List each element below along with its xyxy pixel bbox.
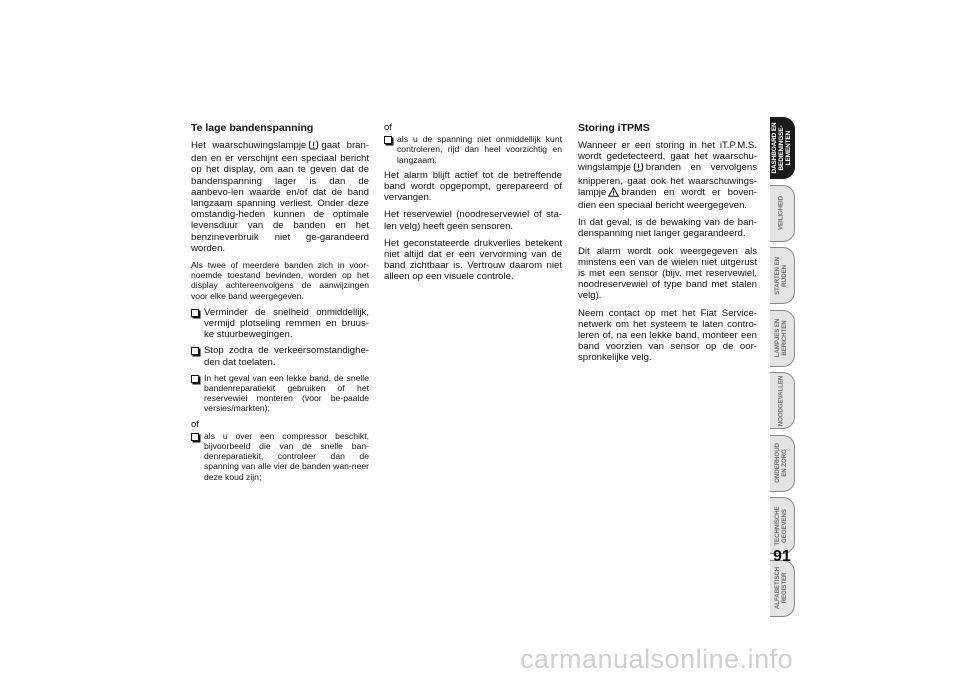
warning-triangle-icon [608, 187, 619, 200]
paragraph: Neem contact op met het Fiat Service-netwerk om het systeem te laten contro-leren of, na een lekke band, monteer een band voorzien van sensor op de oor-spronkelijke velg. [578, 307, 757, 364]
chapter-tabs [770, 117, 796, 622]
paragraph: Het geconstateerde drukverlies betekent niet altijd dat er een vervorming van de band zichtbaar is. Vertrouw daarom niet alleen op een visuele controle. [384, 237, 562, 283]
tab-safety[interactable]: VEILIGHEID [770, 185, 795, 242]
watermark: carmanualsonline.info [520, 644, 794, 674]
section-heading-low-pressure: Te lage bandenspanning [191, 122, 314, 134]
list-item: als u over een compressor beschikt, bijvoorbeeld die van de snelle ban-denreparatiekit, controleer dan de spanning van alle vier de banden wan-neer deze koud zijn; [191, 431, 369, 482]
tab-maintenance[interactable]: ONDERHOUD EN ZORG [770, 435, 795, 492]
paragraph: Wanneer er een storing in het iT.P.M.S. wordt gedetecteerd, gaat het waarschu-wingslampje branden en vervolgens knipperen, gaat ook het waarschuwings-lampje branden en wordt er boven-dien een speciaal bericht weergegeven. [578, 140, 757, 212]
or-text: of [191, 418, 200, 430]
column-left [191, 122, 369, 487]
paragraph: Het reservewiel (noodreservewiel of sta-len velg) heeft geen sensoren. [384, 209, 562, 232]
list-item: Stop zodra de verkeersomstandighe-den dat toelaten. [191, 345, 369, 367]
tab-dashboard[interactable]: DASHBOARD EN BEDIENINGSE- LEMENTEN [770, 117, 795, 179]
column-right [578, 122, 757, 370]
tab-index[interactable]: ALFABETISCH REGISTER [770, 560, 795, 617]
tyre-pressure-warning-icon [633, 162, 644, 175]
tab-lamps-messages[interactable]: LAMPJES EN BERICHTEN [770, 310, 795, 367]
list-item: Verminder de snelheid onmiddellijk, vermijd plotseling remmen en bruus-ke stuurbewegingen. [191, 307, 369, 341]
paragraph: Dit alarm wordt ook weergegeven als minstens een van de wielen niet uitgerust is met een sensor (bijv. met reservewiel, noodreservewiel of type band met stalen velg). [578, 245, 757, 302]
tab-emergencies[interactable]: NOODGEVALLEN [770, 372, 795, 429]
or-text: of [384, 122, 393, 133]
tab-starting-driving[interactable]: STARTEN EN RIJDEN [770, 247, 795, 304]
column-middle [384, 122, 562, 289]
checkbox-bullet-icon [191, 375, 199, 383]
list-item: als u de spanning niet onmiddellijk kunt controleren, rijd dan heel voorzichtig en langzaam. [384, 134, 562, 165]
checkbox-bullet-icon [191, 347, 199, 355]
paragraph: In dat geval, is de bewaking van de ban-denspanning niet langer gegarandeerd. [578, 217, 757, 240]
paragraph: Als twee of meerdere banden zich in voor-noemde toestand bevinden, worden op het display achtereenvolgens de aanwijzingen voor elke band weergegeven. [191, 260, 369, 301]
page-number: 91 [773, 548, 791, 565]
checkbox-bullet-icon [191, 433, 199, 441]
section-heading-itpms-failure: Storing iTPMS [578, 122, 650, 134]
tab-technical-data[interactable]: TECHNISCHE GEGEVENS [770, 497, 795, 554]
checkbox-bullet-icon [384, 136, 392, 144]
checkbox-bullet-icon [191, 309, 199, 317]
list-item: In het geval van een lekke band, de snelle bandenreparatiekit gebruiken of het reservewiel monteren (voor be-paalde versies/markten); [191, 373, 369, 414]
paragraph: Het waarschuwingslampje gaat bran-den en er verschijnt een speciaal bericht op het display, om aan te geven dat de bandenspanning lager is dan de aanbevo-len waarde en/of dat de band langzaam spanning verliest. Onder deze omstandig-heden kunnen de optimale levensduur van de banden en het benzineverbruik niet ge-garandeerd worden. [191, 140, 369, 254]
tyre-pressure-warning-icon [308, 140, 319, 153]
paragraph: Het alarm blijft actief tot de betreffende band wordt opgepompt, gerepareerd of vervangen. [384, 169, 562, 204]
